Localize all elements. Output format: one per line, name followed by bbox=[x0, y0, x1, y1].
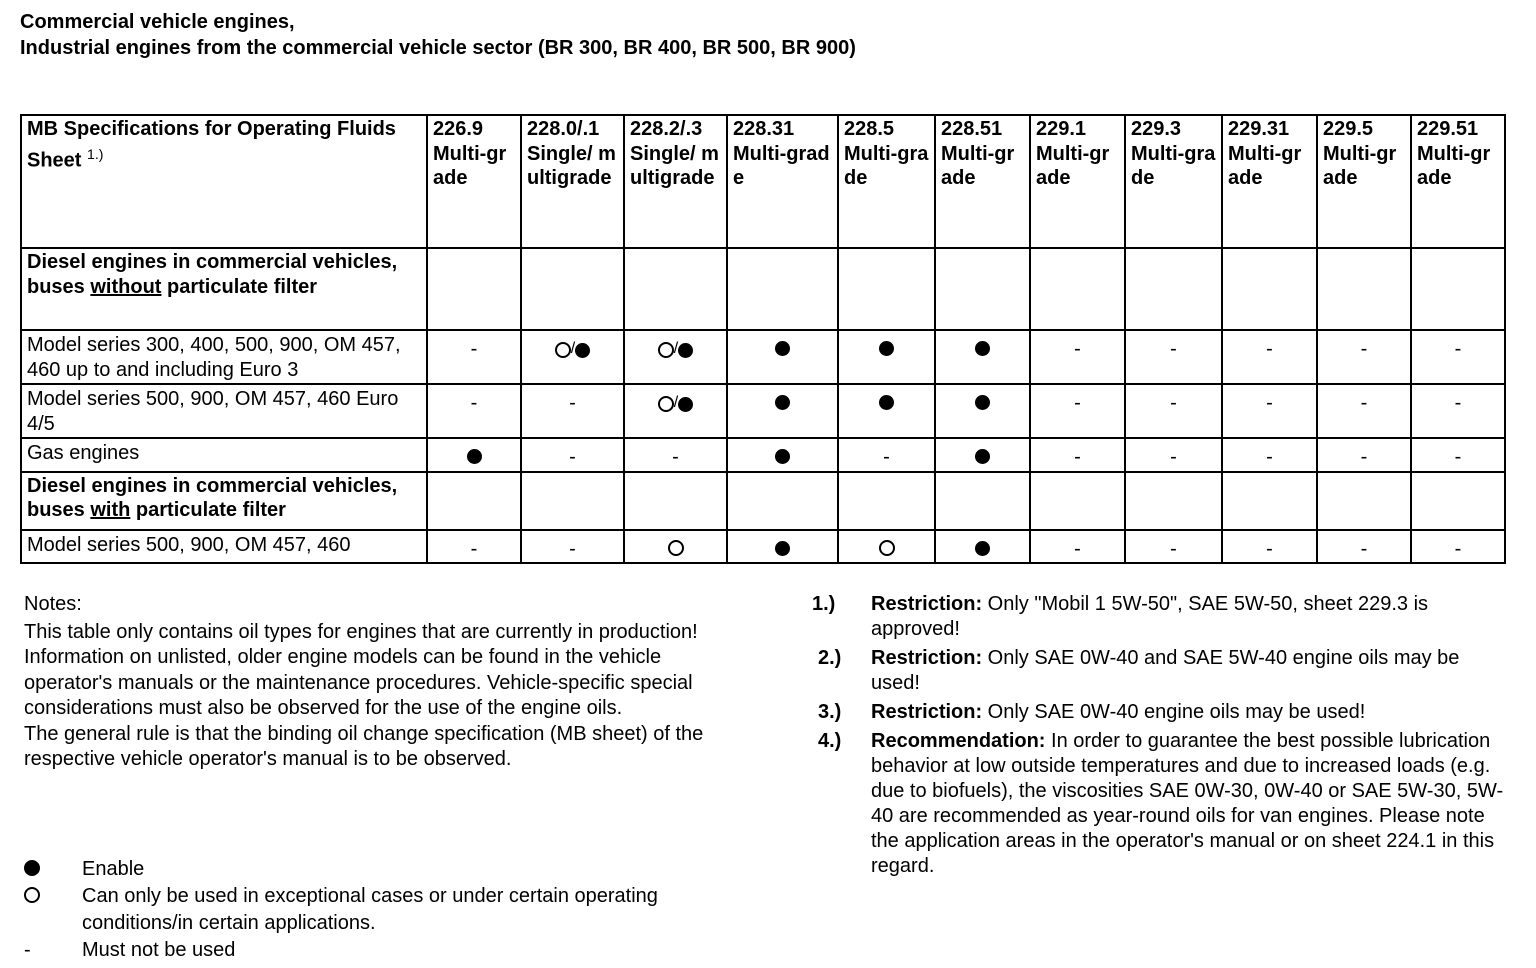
specification-table bbox=[20, 114, 1506, 564]
header-label-cell: MB Specifications for Operating Fluids Sheet $^{1.)}$ bbox=[21, 115, 427, 248]
table-cell bbox=[935, 330, 1030, 384]
column-header: 228.31 Multi-grade bbox=[727, 115, 838, 248]
row-label: Model series 500, 900, OM 457, 460 bbox=[21, 530, 427, 564]
filled-dot-icon bbox=[678, 343, 693, 358]
dash-symbol: - bbox=[24, 939, 31, 961]
table-cell: - bbox=[1411, 330, 1505, 384]
open-circle-icon bbox=[658, 342, 674, 358]
open-circle-icon bbox=[658, 396, 674, 412]
slash-separator: / bbox=[673, 394, 679, 411]
row-label: Model series 300, 400, 500, 900, OM 457, 460 up to and including Euro 3 bbox=[21, 330, 427, 384]
column-header: 228.2/.3 Single/ multigrade bbox=[624, 115, 727, 248]
filled-dot-icon bbox=[467, 449, 482, 464]
row-label: Model series 500, 900, OM 457, 460 Euro 4/5 bbox=[21, 384, 427, 438]
table-cell bbox=[838, 330, 935, 384]
table-cell bbox=[624, 330, 727, 384]
legend-not-used: Must not be used bbox=[82, 939, 236, 961]
column-header: 229.1 Multi-grade bbox=[1030, 115, 1125, 248]
table-cell: - bbox=[427, 330, 521, 384]
table-cell bbox=[624, 384, 727, 438]
table-cell: - bbox=[1317, 530, 1411, 564]
table-cell: - bbox=[838, 438, 935, 472]
table-header-row bbox=[21, 115, 1505, 248]
table-cell bbox=[838, 530, 935, 564]
row-label: Gas engines bbox=[21, 438, 427, 472]
notes-heading: Notes: bbox=[24, 593, 82, 615]
table-cell bbox=[624, 530, 727, 564]
title-line-2: Industrial engines from the commercial vehicle sector (BR 300, BR 400, BR 500, BR 900) bbox=[20, 37, 856, 59]
filled-dot-icon bbox=[879, 341, 894, 356]
notes-section bbox=[24, 592, 714, 773]
filled-dot-icon bbox=[24, 860, 40, 876]
title-line-1: Commercial vehicle engines, bbox=[20, 11, 295, 33]
footnote: 3.) Restriction: Only SAE 0W-40 engine oils may be used! bbox=[818, 701, 1366, 723]
filled-dot-icon bbox=[775, 449, 790, 464]
filled-dot-icon bbox=[975, 341, 990, 356]
footnotes bbox=[812, 592, 1512, 883]
table-cell: - bbox=[1030, 384, 1125, 438]
table-cell bbox=[727, 384, 838, 438]
column-header: 229.5 Multi-grade bbox=[1317, 115, 1411, 248]
column-header: 228.51 Multi-grade bbox=[935, 115, 1030, 248]
table-cell: - bbox=[1125, 384, 1222, 438]
footnote: 1.) Restriction: Only "Mobil 1 5W-50", SAE 5W-50, sheet 229.3 is approved! bbox=[812, 593, 1429, 640]
slash-separator: / bbox=[570, 340, 576, 357]
table-cell: - bbox=[1030, 330, 1125, 384]
table-cell: - bbox=[1411, 384, 1505, 438]
table-cell: - bbox=[521, 438, 624, 472]
table-cell: - bbox=[1317, 438, 1411, 472]
table-cell bbox=[427, 438, 521, 472]
column-header: 228.5 Multi-grade bbox=[838, 115, 935, 248]
legend-enable: Enable bbox=[82, 858, 145, 880]
table-row bbox=[21, 438, 1505, 472]
footnote: 4.) Recommendation: In order to guarantee the best possible lubrication behavior at low outside temperatures and due to increased loads (e.g. due to biofuels), the viscosities SAE 0W-30, 0W-40 or SAE 5W-30, 5W-40 are recommended as year-round oils for van engines. Please note the application areas in the operator's manual or on sheet 224.1 in this regard. bbox=[818, 730, 1504, 877]
open-circle-icon bbox=[24, 887, 40, 903]
table-cell: - bbox=[521, 530, 624, 564]
note-paragraph: The general rule is that the binding oil change specification (MB sheet) of the respective vehicle operator's manual is to be observed. bbox=[24, 722, 704, 770]
filled-dot-icon bbox=[879, 395, 894, 410]
section-row-with-filter bbox=[21, 472, 1505, 530]
filled-dot-icon bbox=[678, 397, 693, 412]
table-cell: - bbox=[1030, 438, 1125, 472]
filled-dot-icon bbox=[775, 395, 790, 410]
table-cell bbox=[935, 384, 1030, 438]
table-cell: - bbox=[1125, 530, 1222, 564]
column-header: 228.0/.1 Single/ multigrade bbox=[521, 115, 624, 248]
header-footnote-ref: 1.) bbox=[87, 145, 104, 162]
table-row bbox=[21, 530, 1505, 564]
legend-exceptional: Can only be used in exceptional cases or under certain operating conditions/in certain applications. bbox=[82, 885, 658, 934]
section-label: Diesel engines in commercial vehicles, buses with particulate filter bbox=[21, 472, 427, 530]
section-label: Diesel engines in commercial vehicles, buses without particulate filter bbox=[21, 248, 427, 330]
note-paragraph: This table only contains oil types for engines that are currently in production! bbox=[24, 620, 698, 643]
table-cell: - bbox=[521, 384, 624, 438]
table-cell: - bbox=[1222, 330, 1317, 384]
table-cell bbox=[727, 530, 838, 564]
column-header: 229.51 Multi-grade bbox=[1411, 115, 1505, 248]
filled-dot-icon bbox=[975, 541, 990, 556]
filled-dot-icon bbox=[575, 343, 590, 358]
table-cell: - bbox=[1222, 530, 1317, 564]
filled-dot-icon bbox=[975, 449, 990, 464]
table-cell bbox=[727, 438, 838, 472]
footnote: 2.) Restriction: Only SAE 0W-40 and SAE 5W-40 engine oils may be used! bbox=[818, 647, 1460, 694]
table-cell bbox=[521, 330, 624, 384]
table-cell: - bbox=[427, 384, 521, 438]
table-cell bbox=[935, 530, 1030, 564]
table-cell bbox=[838, 384, 935, 438]
filled-dot-icon bbox=[775, 341, 790, 356]
legend bbox=[24, 856, 724, 964]
table-cell: - bbox=[1222, 438, 1317, 472]
table-cell: - bbox=[1411, 438, 1505, 472]
column-header: 229.31 Multi-grade bbox=[1222, 115, 1317, 248]
table-cell: - bbox=[1411, 530, 1505, 564]
open-circle-icon bbox=[879, 540, 895, 556]
table-row bbox=[21, 330, 1505, 384]
table-cell: - bbox=[1030, 530, 1125, 564]
table-cell bbox=[935, 438, 1030, 472]
table-cell: - bbox=[427, 530, 521, 564]
column-header: 229.3 Multi-grade bbox=[1125, 115, 1222, 248]
table-cell: - bbox=[1222, 384, 1317, 438]
document-title bbox=[20, 9, 856, 61]
table-cell: - bbox=[1125, 330, 1222, 384]
filled-dot-icon bbox=[775, 541, 790, 556]
table-cell: - bbox=[1317, 330, 1411, 384]
filled-dot-icon bbox=[975, 395, 990, 410]
table-cell: - bbox=[624, 438, 727, 472]
slash-separator: / bbox=[673, 340, 679, 357]
table-row bbox=[21, 384, 1505, 438]
open-circle-icon bbox=[668, 540, 684, 556]
column-header: 226.9 Multi-grade bbox=[427, 115, 521, 248]
note-paragraph: Information on unlisted, older engine models can be found in the vehicle operator's manuals or the maintenance procedures. Vehicle-specific special considerations must also be observed for the use of the engine oils. bbox=[24, 646, 693, 719]
table-cell bbox=[727, 330, 838, 384]
table-cell: - bbox=[1317, 384, 1411, 438]
table-cell: - bbox=[1125, 438, 1222, 472]
open-circle-icon bbox=[555, 342, 571, 358]
section-row-without-filter bbox=[21, 248, 1505, 330]
